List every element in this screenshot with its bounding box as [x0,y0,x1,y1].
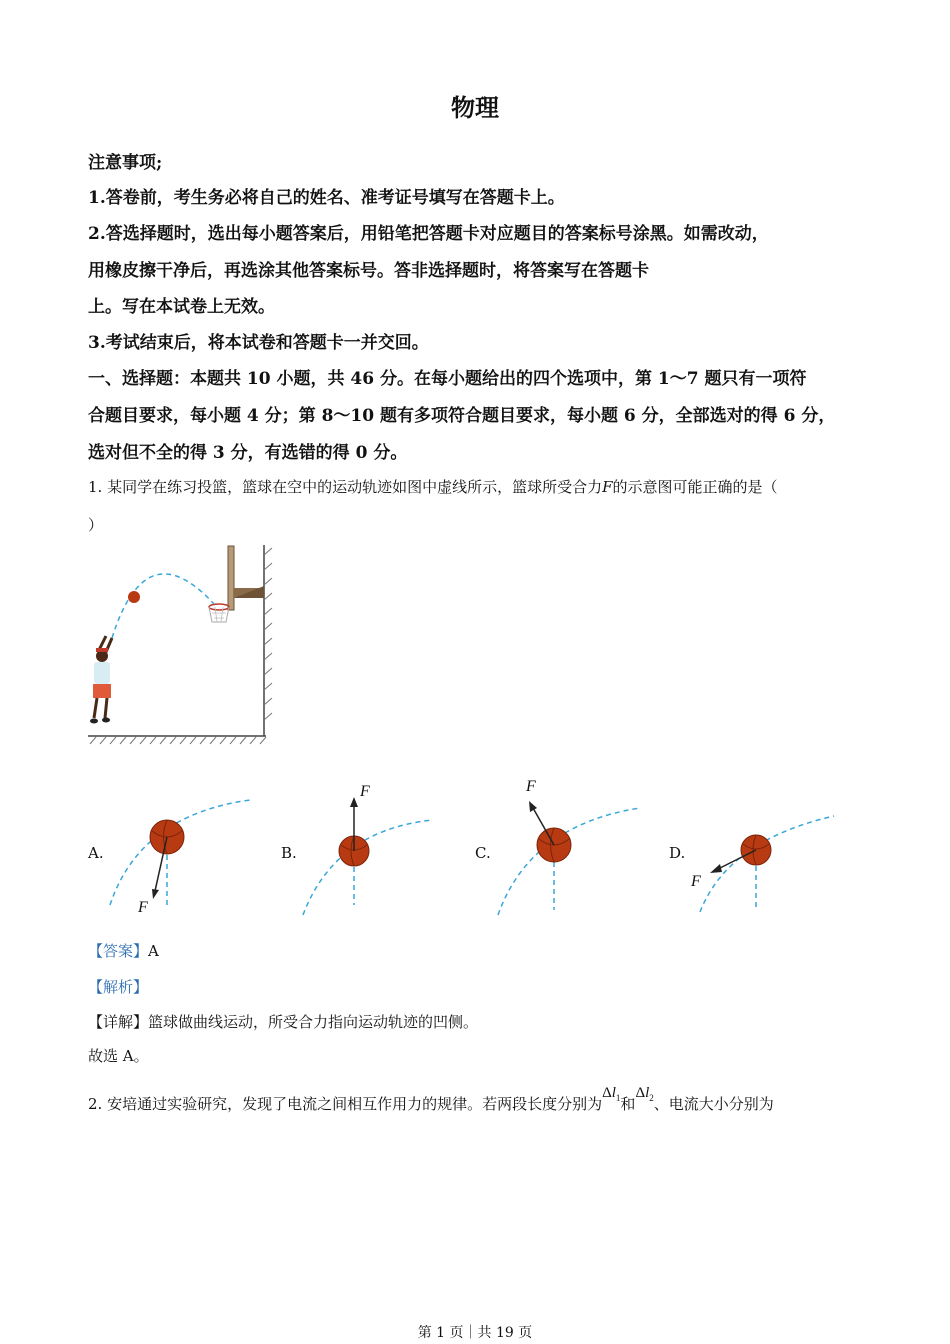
detail-tag: 【详解】 [88,1013,149,1031]
page-title: 物理 [451,93,499,122]
page-footer: 第 1 页｜共 19 页 [417,1325,533,1341]
detail-line [88,1011,478,1032]
answer-value: A [148,942,159,960]
option-c-diagram [490,770,650,920]
option-d-diagram [688,810,848,920]
force-label: F [526,778,536,795]
force-label: F [360,783,370,800]
force-label: F [691,873,701,890]
notice-item: 用橡皮擦干净后，再选涂其他答案标号。答非选择题时，将答案写在答题卡 [88,261,649,281]
q2-stem: 2. 安培通过实验研究，发现了电流之间相互作用力的规律。若两段长度分别为$\Delta l_1$和$\Delta l_2$、电流大小分别为 [88,1085,774,1113]
section-instructions: 选对但不全的得 3 分，有选错的得 0 分。 [88,443,408,463]
option-c-label: C. [475,844,491,862]
notice-item: 3.考试结束后，将本试卷和答题卡一并交回。 [88,333,429,353]
detail-text: 篮球做曲线运动，所受合力指向运动轨迹的凹侧。 [148,1013,479,1031]
option-d-label: D. [669,844,686,862]
conclusion: 故选 A。 [88,1047,149,1065]
analysis-tag: 【解析】 [88,978,149,996]
basketball-scene-figure [86,540,276,750]
notice-heading: 注意事项; [88,153,163,173]
option-b-diagram [295,775,455,920]
answer-tag: 【答案】 [88,942,149,960]
q1-stem: 1. 某同学在练习投篮，篮球在空中的运动轨迹如图中虚线所示，篮球所受合力F的示意图可能正确的是（ [88,478,778,496]
notice-item: 上。写在本试卷上无效。 [88,297,275,317]
option-b-label: B. [281,844,297,862]
notice-item: 2.答选择题时，选出每小题答案后，用铅笔把答题卡对应题目的答案标号涂黑。如需改动， [88,224,769,244]
section-instructions: 一、选择题：本题共 10 小题，共 46 分。在每小题给出的四个选项中，第 1～7 题只有一项符 [88,369,807,389]
section-instructions: 合题目要求，每小题 4 分；第 8～10 题有多项符合题目要求，每小题 6 分，全部选对的得 6 分， [88,406,836,426]
answer-line [88,940,159,961]
q1-stem-close: ） [88,516,104,534]
force-label: F [138,899,148,916]
option-a-label: A. [88,844,104,862]
option-a-diagram [100,795,260,920]
player-illustration [90,636,112,724]
notice-item: 1.答卷前，考生务必将自己的姓名、准考证号填写在答题卡上。 [88,188,565,208]
